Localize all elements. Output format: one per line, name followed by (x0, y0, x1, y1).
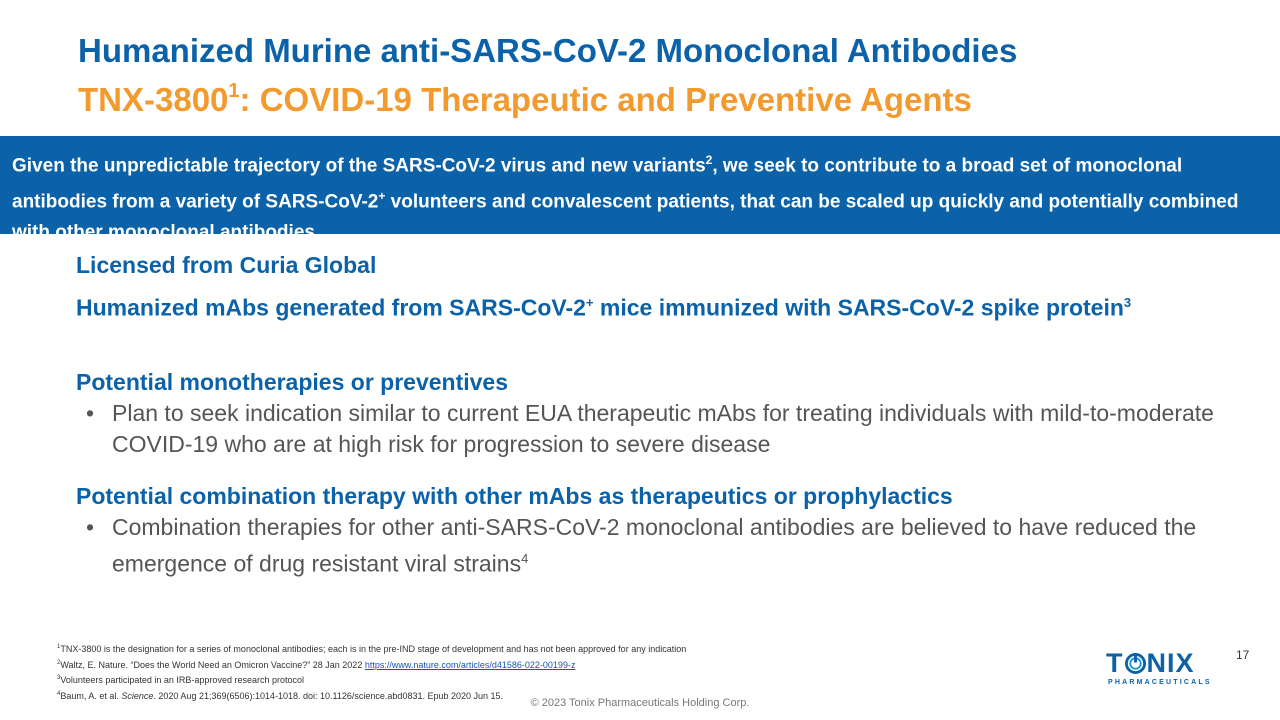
footnote-number: 1 (57, 644, 61, 650)
monotherapy-heading: Potential monotherapies or preventives (76, 368, 509, 395)
subtitle-footnote-ref: 1 (228, 80, 240, 102)
logo-wordmark (1106, 648, 1218, 678)
humanized-plus-sup: + (585, 295, 594, 310)
footnote-text: . 2020 Aug 21;369(6506):1014-1018. doi: 10.1126/science.abd0831. Epub 2020 Jun 15. (153, 690, 504, 701)
footnote-text: Waltz, E. Nature. “Does the World Need an Omicron Vaccine?” 28 Jan 2022 (60, 659, 365, 670)
monotherapy-bullet (76, 398, 1216, 460)
footnote-number: 2 (57, 659, 61, 666)
subtitle-suffix: : COVID-19 Therapeutic and Preventive Agents (239, 81, 972, 118)
banner-text-2: , we seek to contribute to a broad set of monoclonal antibodies from a variety of SARS-CoV-2 (12, 155, 1183, 213)
banner-plus-sup: + (378, 189, 386, 204)
slide-title: Humanized Murine anti-SARS-CoV-2 Monoclonal Antibodies (78, 32, 1018, 69)
footnote-1 (57, 641, 957, 657)
slide-subtitle (78, 81, 972, 119)
banner-footnote-ref: 2 (705, 153, 713, 167)
combination-footnote-ref: 4 (521, 550, 529, 566)
banner-text-1: Given the unpredictable trajectory of the SARS-CoV-2 virus and new variants (12, 155, 706, 177)
humanized-text-2: mice immunized with SARS-CoV-2 spike protein (593, 294, 1124, 321)
journal-name: Science (121, 690, 154, 701)
footnote-text: Baum, A. et al. (60, 690, 122, 701)
page-number: 17 (1236, 648, 1250, 662)
humanized-heading (76, 287, 1216, 324)
footnote-text: Volunteers participated in an IRB-approved research protocol (60, 675, 304, 685)
bullet-dot: • (86, 399, 95, 426)
power-icon (1125, 653, 1146, 674)
copyright-notice: © 2023 Tonix Pharmaceuticals Holding Corp. (530, 697, 750, 709)
combination-heading: Potential combination therapy with other mAbs as therapeutics or prophylactics (76, 482, 953, 509)
footnote-number: 3 (57, 675, 61, 681)
combination-bullet (76, 512, 1216, 580)
combination-bullet-text: Combination therapies for other anti-SARS-CoV-2 monoclonal antibodies are believed to have reduced the emergence of drug resistant viral strains (112, 513, 1197, 577)
logo-subtitle: PHARMACEUTICALS (1108, 679, 1212, 686)
tonix-logo (1106, 648, 1218, 692)
humanized-footnote-ref: 3 (1123, 295, 1132, 310)
humanized-text-1: Humanized mAbs generated from SARS-CoV-2 (76, 294, 586, 321)
nature-article-link[interactable]: https://www.nature.com/articles/d41586-022-00199-z (364, 659, 576, 670)
footnotes (57, 641, 957, 703)
monotherapy-bullet-text: Plan to seek indication similar to current EUA therapeutic mAbs for treating individuals with mild-to-moderate COVID-19 who are at high risk for progression to severe disease (112, 399, 1214, 457)
footnote-text: TNX-3800 is the designation for a series of monoclonal antibodies; each is in the pre-IND stage of development and has not been approved for any indication (60, 644, 687, 654)
bullet-dot: • (86, 513, 95, 540)
main-content (76, 250, 1216, 579)
subtitle-prefix: TNX-3800 (78, 81, 229, 118)
logo-letters-nix: NIX (1146, 647, 1195, 678)
banner-text-3: volunteers and convalescent patients, that can be scaled up quickly and potentially combined with other monoclonal antibodies (12, 191, 1239, 243)
summary-banner (0, 136, 1280, 243)
footnote-number: 4 (57, 690, 61, 697)
footnote-2 (57, 657, 957, 673)
footnote-3 (57, 672, 957, 688)
licensed-heading: Licensed from Curia Global (76, 252, 377, 278)
logo-letter-t: T (1106, 647, 1124, 678)
